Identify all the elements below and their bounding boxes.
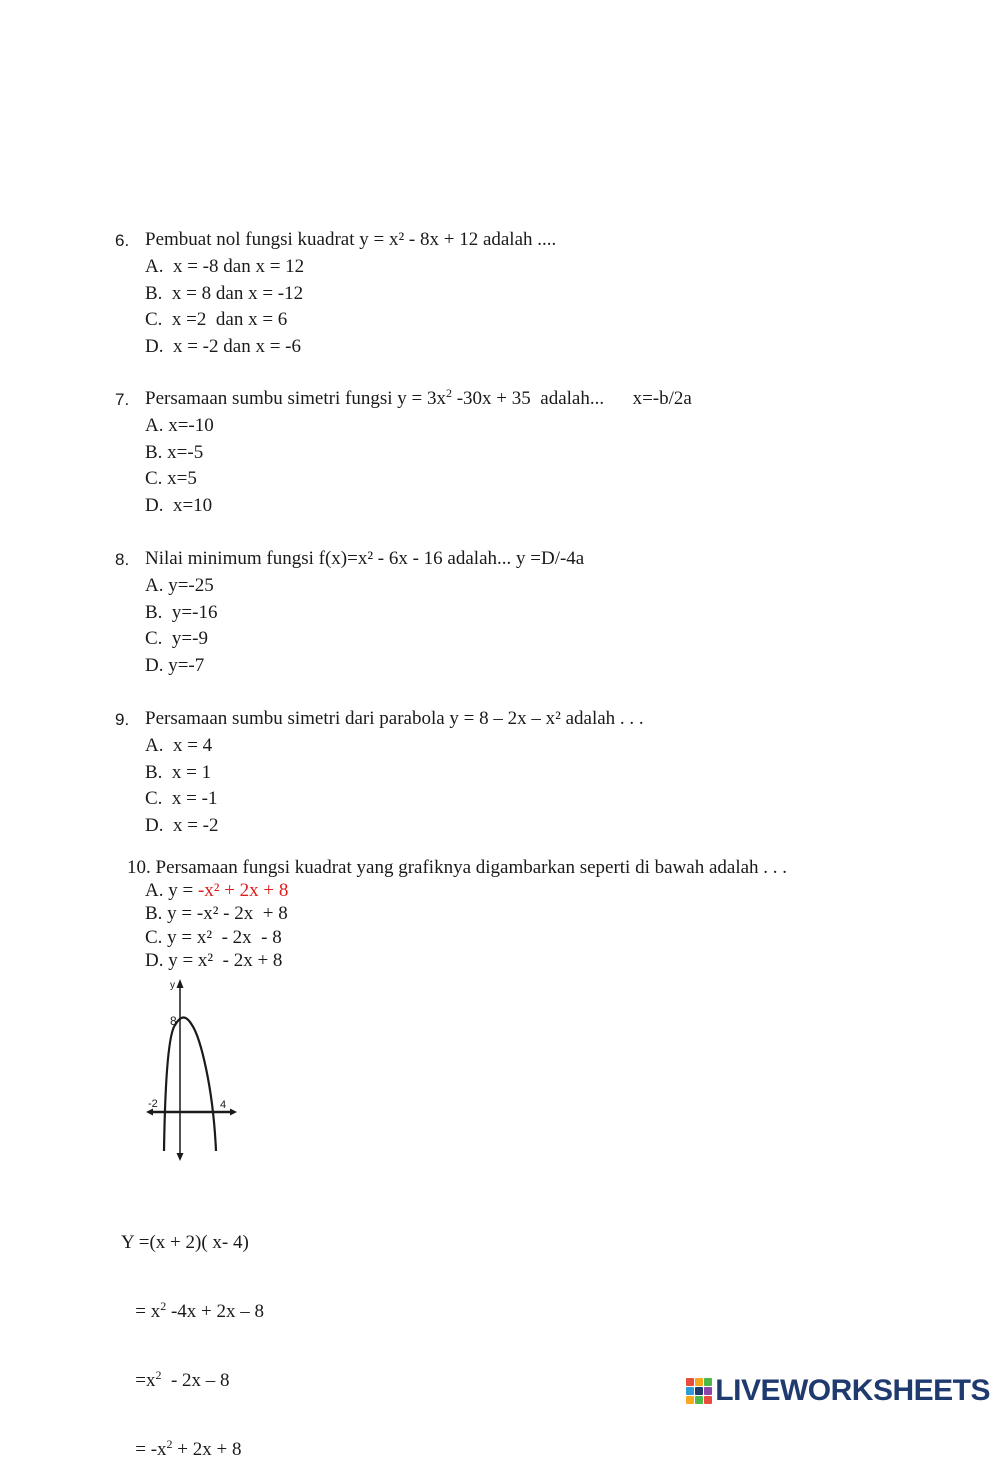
option-b[interactable]: B. y=-16 xyxy=(145,602,218,623)
option-a[interactable]: A. x = 4 xyxy=(145,735,213,756)
option-d[interactable]: D. y=-7 xyxy=(145,655,205,676)
logo-tile xyxy=(695,1396,703,1404)
y-axis-arrow-up xyxy=(177,979,184,988)
option-c[interactable]: C. x = -1 xyxy=(145,788,218,809)
highlighted-answer: -x² + 2x + 8 xyxy=(197,880,289,901)
option-d[interactable]: D. x=10 xyxy=(145,495,213,516)
option-d[interactable]: D. y = x² - 2x + 8 xyxy=(145,950,283,971)
question-stem: 10. Persamaan fungsi kuadrat yang grafiknya digambarkan seperti di bawah adalah . . . xyxy=(127,857,788,878)
option-b[interactable]: B. x=-5 xyxy=(145,442,204,463)
question-number: 8. xyxy=(115,550,130,569)
question-stem: Persamaan sumbu simetri fungsi $y = 3x^2$ -30x + 35 adalah... x=-b/2a xyxy=(145,386,692,409)
logo-tile xyxy=(695,1387,703,1395)
solution-working xyxy=(121,1185,264,1484)
option-c[interactable]: C. x=5 xyxy=(145,468,197,489)
liveworksheets-logo[interactable] xyxy=(686,1373,990,1409)
logo-tile xyxy=(704,1387,712,1395)
question-number: 7. xyxy=(115,390,130,409)
option-c[interactable]: C. y = x² - 2x - 8 xyxy=(145,927,282,948)
solution-line-4: = $-x^2 + 2x + 8$ xyxy=(121,1437,242,1460)
logo-tile xyxy=(704,1378,712,1386)
option-b[interactable]: B. y = -x² - 2x + 8 xyxy=(145,903,288,924)
question-number: 9. xyxy=(115,710,130,729)
option-b[interactable]: B. x = 8 dan x = -12 xyxy=(145,283,304,304)
solution-line-1: Y =(x + 2)( x- 4) xyxy=(121,1232,249,1253)
solution-line-2: = $x^2$ -4x + 2x – 8 xyxy=(121,1299,265,1322)
question-stem: Nilai minimum fungsi f(x)=x² - 6x - 16 adalah... y =D/-4a xyxy=(145,548,585,569)
option-d[interactable]: D. x = -2 dan x = -6 xyxy=(145,336,301,357)
logo-tile xyxy=(686,1387,694,1395)
option-c[interactable]: C. y=-9 xyxy=(145,628,208,649)
option-a[interactable]: A. x = -8 dan x = 12 xyxy=(145,256,305,277)
logo-grid-icon xyxy=(686,1378,712,1404)
logo-tile xyxy=(686,1396,694,1404)
y-axis-label: y xyxy=(170,980,175,991)
logo-tile xyxy=(686,1378,694,1386)
question-number: 6. xyxy=(115,231,130,250)
vertex-label: 8 xyxy=(170,1014,177,1028)
question-stem: Persamaan sumbu simetri dari parabola y = 8 – 2x – x² adalah . . . xyxy=(145,708,644,729)
question-stem: Pembuat nol fungsi kuadrat y = x² - 8x + 12 adalah .... xyxy=(145,229,557,250)
parabola-curve xyxy=(164,1018,216,1152)
y-axis-arrow-down xyxy=(177,1153,184,1161)
logo-text: LIVEWORKSHEETS xyxy=(715,1374,990,1407)
option-a[interactable]: A. x=-10 xyxy=(145,415,214,436)
logo-tile xyxy=(704,1396,712,1404)
left-root-label: -2 xyxy=(148,1098,158,1110)
option-d[interactable]: D. x = -2 xyxy=(145,815,219,836)
solution-line-3: $=x^2 - 2x - 8$ xyxy=(121,1368,230,1391)
option-a[interactable]: A. y=-25 xyxy=(145,575,214,596)
x-axis-arrow-right xyxy=(230,1109,237,1116)
option-c[interactable]: C. x =2 dan x = 6 xyxy=(145,309,288,330)
right-root-label: 4 xyxy=(220,1099,227,1111)
option-b[interactable]: B. x = 1 xyxy=(145,762,212,783)
logo-tile xyxy=(695,1378,703,1386)
option-a[interactable]: A. y = -x² + 2x + 8 xyxy=(145,880,289,901)
parabola-graph xyxy=(140,975,250,1165)
